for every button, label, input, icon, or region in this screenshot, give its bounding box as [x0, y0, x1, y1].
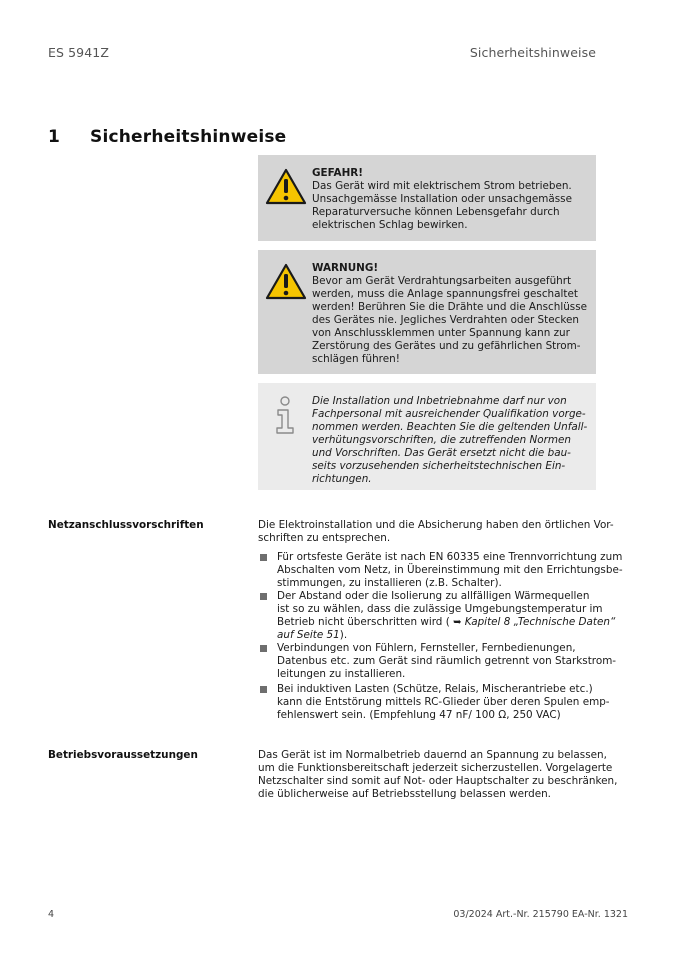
- bullet-text: ).: [339, 629, 348, 641]
- bullet-line: Der Abstand oder die Isolierung zu allfälligen Wärmequellen: [277, 590, 590, 602]
- footer-doc-info: 03/2024 Art.-Nr. 215790 EA-Nr. 1321: [453, 909, 628, 920]
- info-line: und Vorschriften. Das Gerät ersetzt nicht die bau-: [312, 447, 571, 459]
- warning-text: [312, 262, 588, 366]
- betrieb-line: Netzschalter sind somit auf Not- oder Hauptschalter zu beschränken,: [258, 775, 618, 787]
- section-number: 1: [48, 127, 61, 147]
- danger-line: Unsachgemässe Installation oder unsachgemässe: [312, 193, 572, 205]
- info-line: Fachpersonal mit ausreichender Qualifikation vorge-: [312, 408, 586, 420]
- cross-reference-link[interactable]: Kapitel 8 „Technische Daten“: [464, 616, 616, 628]
- warning-line: des Gerätes nie. Jegliches Verdrahten oder Stecken: [312, 314, 579, 326]
- info-line: seits vorzusehenden sicherheitstechnischen Ein-: [312, 460, 566, 472]
- bullet-line: [277, 616, 615, 629]
- betrieb-line: die üblicherweise auf Betriebsstellung belassen werden.: [258, 788, 551, 800]
- bullet-text: Betrieb nicht überschritten wird (: [277, 616, 450, 628]
- betrieb-line: um die Funktionsbereitschaft jederzeit sicherzustellen. Vorgelagerte: [258, 762, 613, 774]
- info-line: richtungen.: [312, 473, 372, 485]
- bullet-line: leitungen zu installieren.: [277, 668, 406, 680]
- section-title: Sicherheitshinweise: [90, 127, 287, 147]
- bullet-line: kann die Entstörung mittels RC-Glieder über deren Spulen emp-: [277, 696, 610, 708]
- bullet-line: Verbindungen von Fühlern, Fernsteller, Fernbedienungen,: [277, 642, 576, 654]
- bullet-square: [260, 593, 267, 600]
- netz-label: Netzanschlussvorschriften: [48, 519, 204, 531]
- warning-line: von Anschlussklemmen unter Spannung kann zur: [312, 327, 570, 339]
- bullet-line: [277, 629, 615, 642]
- warning-triangle-icon: [265, 263, 307, 300]
- bullet-line: stimmungen, zu installieren (z.B. Schalter).: [277, 577, 502, 589]
- danger-line: Reparaturversuche können Lebensgefahr durch: [312, 206, 560, 218]
- info-notice: [258, 383, 596, 490]
- cross-reference-arrow-icon: ➥: [453, 617, 462, 628]
- info-text: [312, 395, 588, 486]
- warning-line: Zerstörung des Gerätes und zu gefährlichen Strom-: [312, 340, 581, 352]
- danger-notice: [258, 155, 596, 241]
- bullet-line: Abschalten vom Netz, in Übereinstimmung mit den Errichtungsbe-: [277, 564, 623, 576]
- warning-line: schlägen führen!: [312, 353, 400, 365]
- info-i-icon: [272, 395, 298, 435]
- betrieb-label: Betriebsvoraussetzungen: [48, 749, 198, 761]
- warning-notice: [258, 250, 596, 374]
- info-line: Die Installation und Inbetriebnahme darf nur von: [312, 395, 567, 407]
- netz-intro-line: Die Elektroinstallation und die Absicherung haben den örtlichen Vor-: [258, 519, 614, 531]
- bullet-square: [260, 554, 267, 561]
- warning-line: werden! Berühren Sie die Drähte und die Anschlüsse: [312, 301, 588, 313]
- header-section-title: Sicherheitshinweise: [469, 45, 596, 60]
- cross-reference-page-link[interactable]: auf Seite 51: [277, 629, 340, 641]
- warning-line: werden, muss die Anlage spannungsfrei geschaltet: [312, 288, 578, 300]
- danger-line: elektrischen Schlag bewirken.: [312, 219, 468, 231]
- bullet-square: [260, 645, 267, 652]
- bullet-line: Bei induktiven Lasten (Schütze, Relais, Mischerantriebe etc.): [277, 683, 593, 695]
- danger-line: Das Gerät wird mit elektrischem Strom betrieben.: [312, 180, 572, 192]
- netz-intro: [258, 519, 614, 545]
- netz-intro-line: schriften zu entsprechen.: [258, 532, 391, 544]
- bullet-line: ist so zu wählen, dass die zulässige Umgebungstemperatur im: [277, 603, 603, 615]
- info-line: verhütungsvorschriften, die zutreffenden Normen: [312, 434, 572, 446]
- betrieb-line: Das Gerät ist im Normalbetrieb dauernd an Spannung zu belassen,: [258, 749, 607, 761]
- info-line: nommen werden. Beachten Sie die geltenden Unfall-: [312, 421, 588, 433]
- bullet-line: Für ortsfeste Geräte ist nach EN 60335 eine Trennvorrichtung zum: [277, 551, 623, 563]
- bullet-square: [260, 686, 267, 693]
- footer-page-number: 4: [48, 909, 55, 920]
- warning-line: Bevor am Gerät Verdrahtungsarbeiten ausgeführt: [312, 275, 572, 287]
- danger-title: GEFAHR!: [312, 167, 364, 179]
- header-doc-id: ES 5941Z: [48, 45, 109, 60]
- warning-title: WARNUNG!: [312, 262, 379, 274]
- warning-triangle-icon: [265, 168, 307, 205]
- danger-text: [312, 167, 582, 232]
- bullet-line: fehlenswert sein. (Empfehlung 47 nF/ 100 Ω, 250 VAC): [277, 709, 561, 721]
- betrieb-text: [258, 749, 617, 801]
- bullet-line: Datenbus etc. zum Gerät sind räumlich getrennt von Starkstrom-: [277, 655, 617, 667]
